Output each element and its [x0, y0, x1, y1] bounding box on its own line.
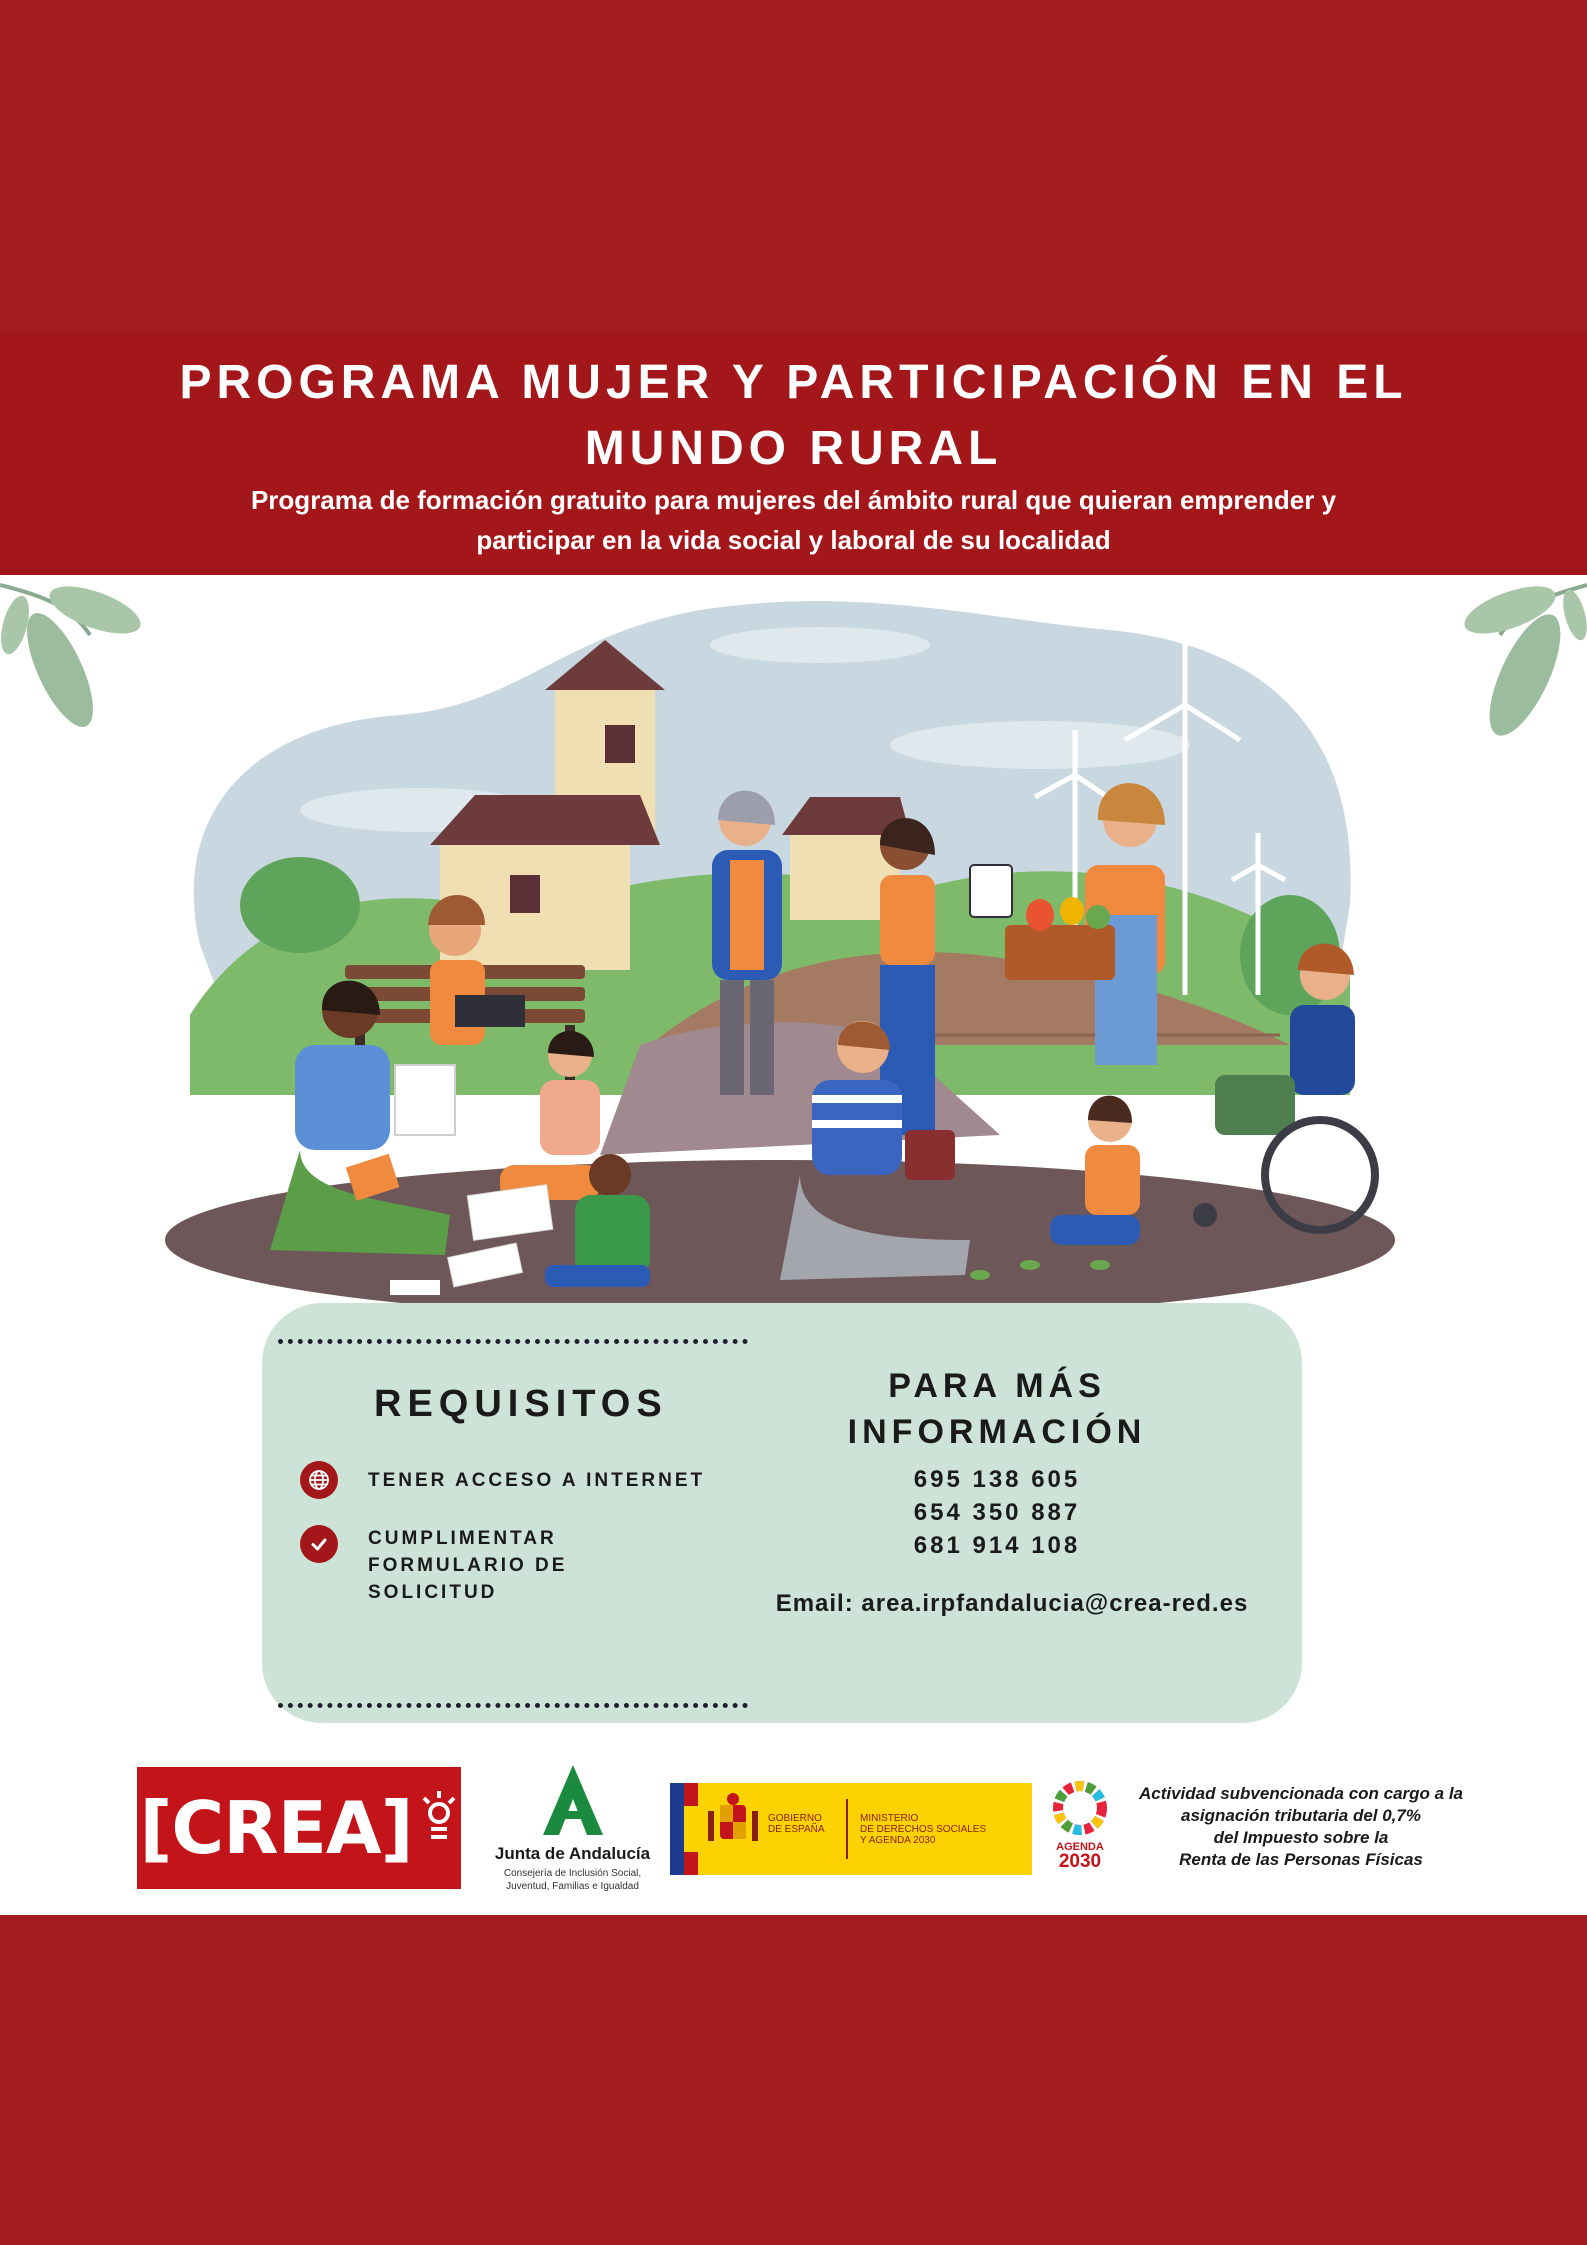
globe-icon — [300, 1461, 338, 1499]
crea-logo: [CREA] — [137, 1767, 461, 1889]
info-card — [262, 1303, 1302, 1723]
rural-community-illustration — [0, 575, 1587, 1335]
requirement-text: CUMPLIMENTAR FORMULARIO DE SOLICITUD — [368, 1528, 568, 1603]
bottom-red-band — [0, 1915, 1587, 2245]
junta-andalucia-logo: Junta de Andalucía Consejería de Inclusión Social, Juventud, Familias e Igualdad — [485, 1765, 660, 1893]
leaf-decoration-left-icon — [0, 577, 146, 736]
top-red-band — [0, 0, 1587, 330]
sponsor-logos — [0, 1745, 1587, 1915]
dotted-divider-top — [278, 1339, 748, 1344]
eu-flag-icon — [670, 1783, 698, 1875]
requirement-item-form — [300, 1525, 567, 1606]
content-panel — [0, 575, 1587, 1915]
phone-list — [837, 1463, 1157, 1562]
header-banner — [0, 330, 1587, 575]
leaf-decoration-right-icon — [1459, 577, 1587, 745]
requirement-item-internet — [300, 1461, 705, 1499]
check-icon — [300, 1525, 338, 1563]
email-contact[interactable]: Email: area.irpfandalucia@crea-red.es — [775, 1590, 1249, 1617]
gobierno-espana-logo: GOBIERNO DE ESPAÑA MINISTERIO DE DERECHOS SOCIALES Y AGENDA 2030 — [670, 1783, 1032, 1875]
phone-number[interactable]: 681 914 108 — [913, 1532, 1081, 1559]
lightbulb-icon — [419, 1783, 459, 1843]
agenda-2030-logo: AGENDA 2030 — [1045, 1780, 1115, 1871]
page-title: PROGRAMA MUJER Y PARTICIPACIÓN EN EL MUNDO RURAL — [179, 356, 1408, 475]
page-subtitle: Programa de formación gratuito para mujeres del ámbito rural que quieran emprender y participar en la vida social y laboral de su localidad — [250, 485, 1337, 555]
phone-number[interactable]: 654 350 887 — [913, 1499, 1081, 1526]
irpf-note: Actividad subvencionada con cargo a la asignación tributaria del 0,7% del Impuesto sobre la Renta de las Personas Físicas — [1138, 1784, 1464, 1869]
coat-of-arms-icon — [698, 1783, 768, 1875]
info-title: PARA MÁS INFORMACIÓN — [847, 1367, 1147, 1451]
dotted-divider-bottom — [278, 1703, 748, 1708]
sdg-wheel-icon — [1052, 1780, 1108, 1836]
requirements-title: REQUISITOS — [374, 1383, 668, 1425]
junta-a-icon — [543, 1765, 603, 1835]
phone-number[interactable]: 695 138 605 — [913, 1466, 1081, 1493]
requirement-text: TENER ACCESO A INTERNET — [368, 1470, 706, 1491]
